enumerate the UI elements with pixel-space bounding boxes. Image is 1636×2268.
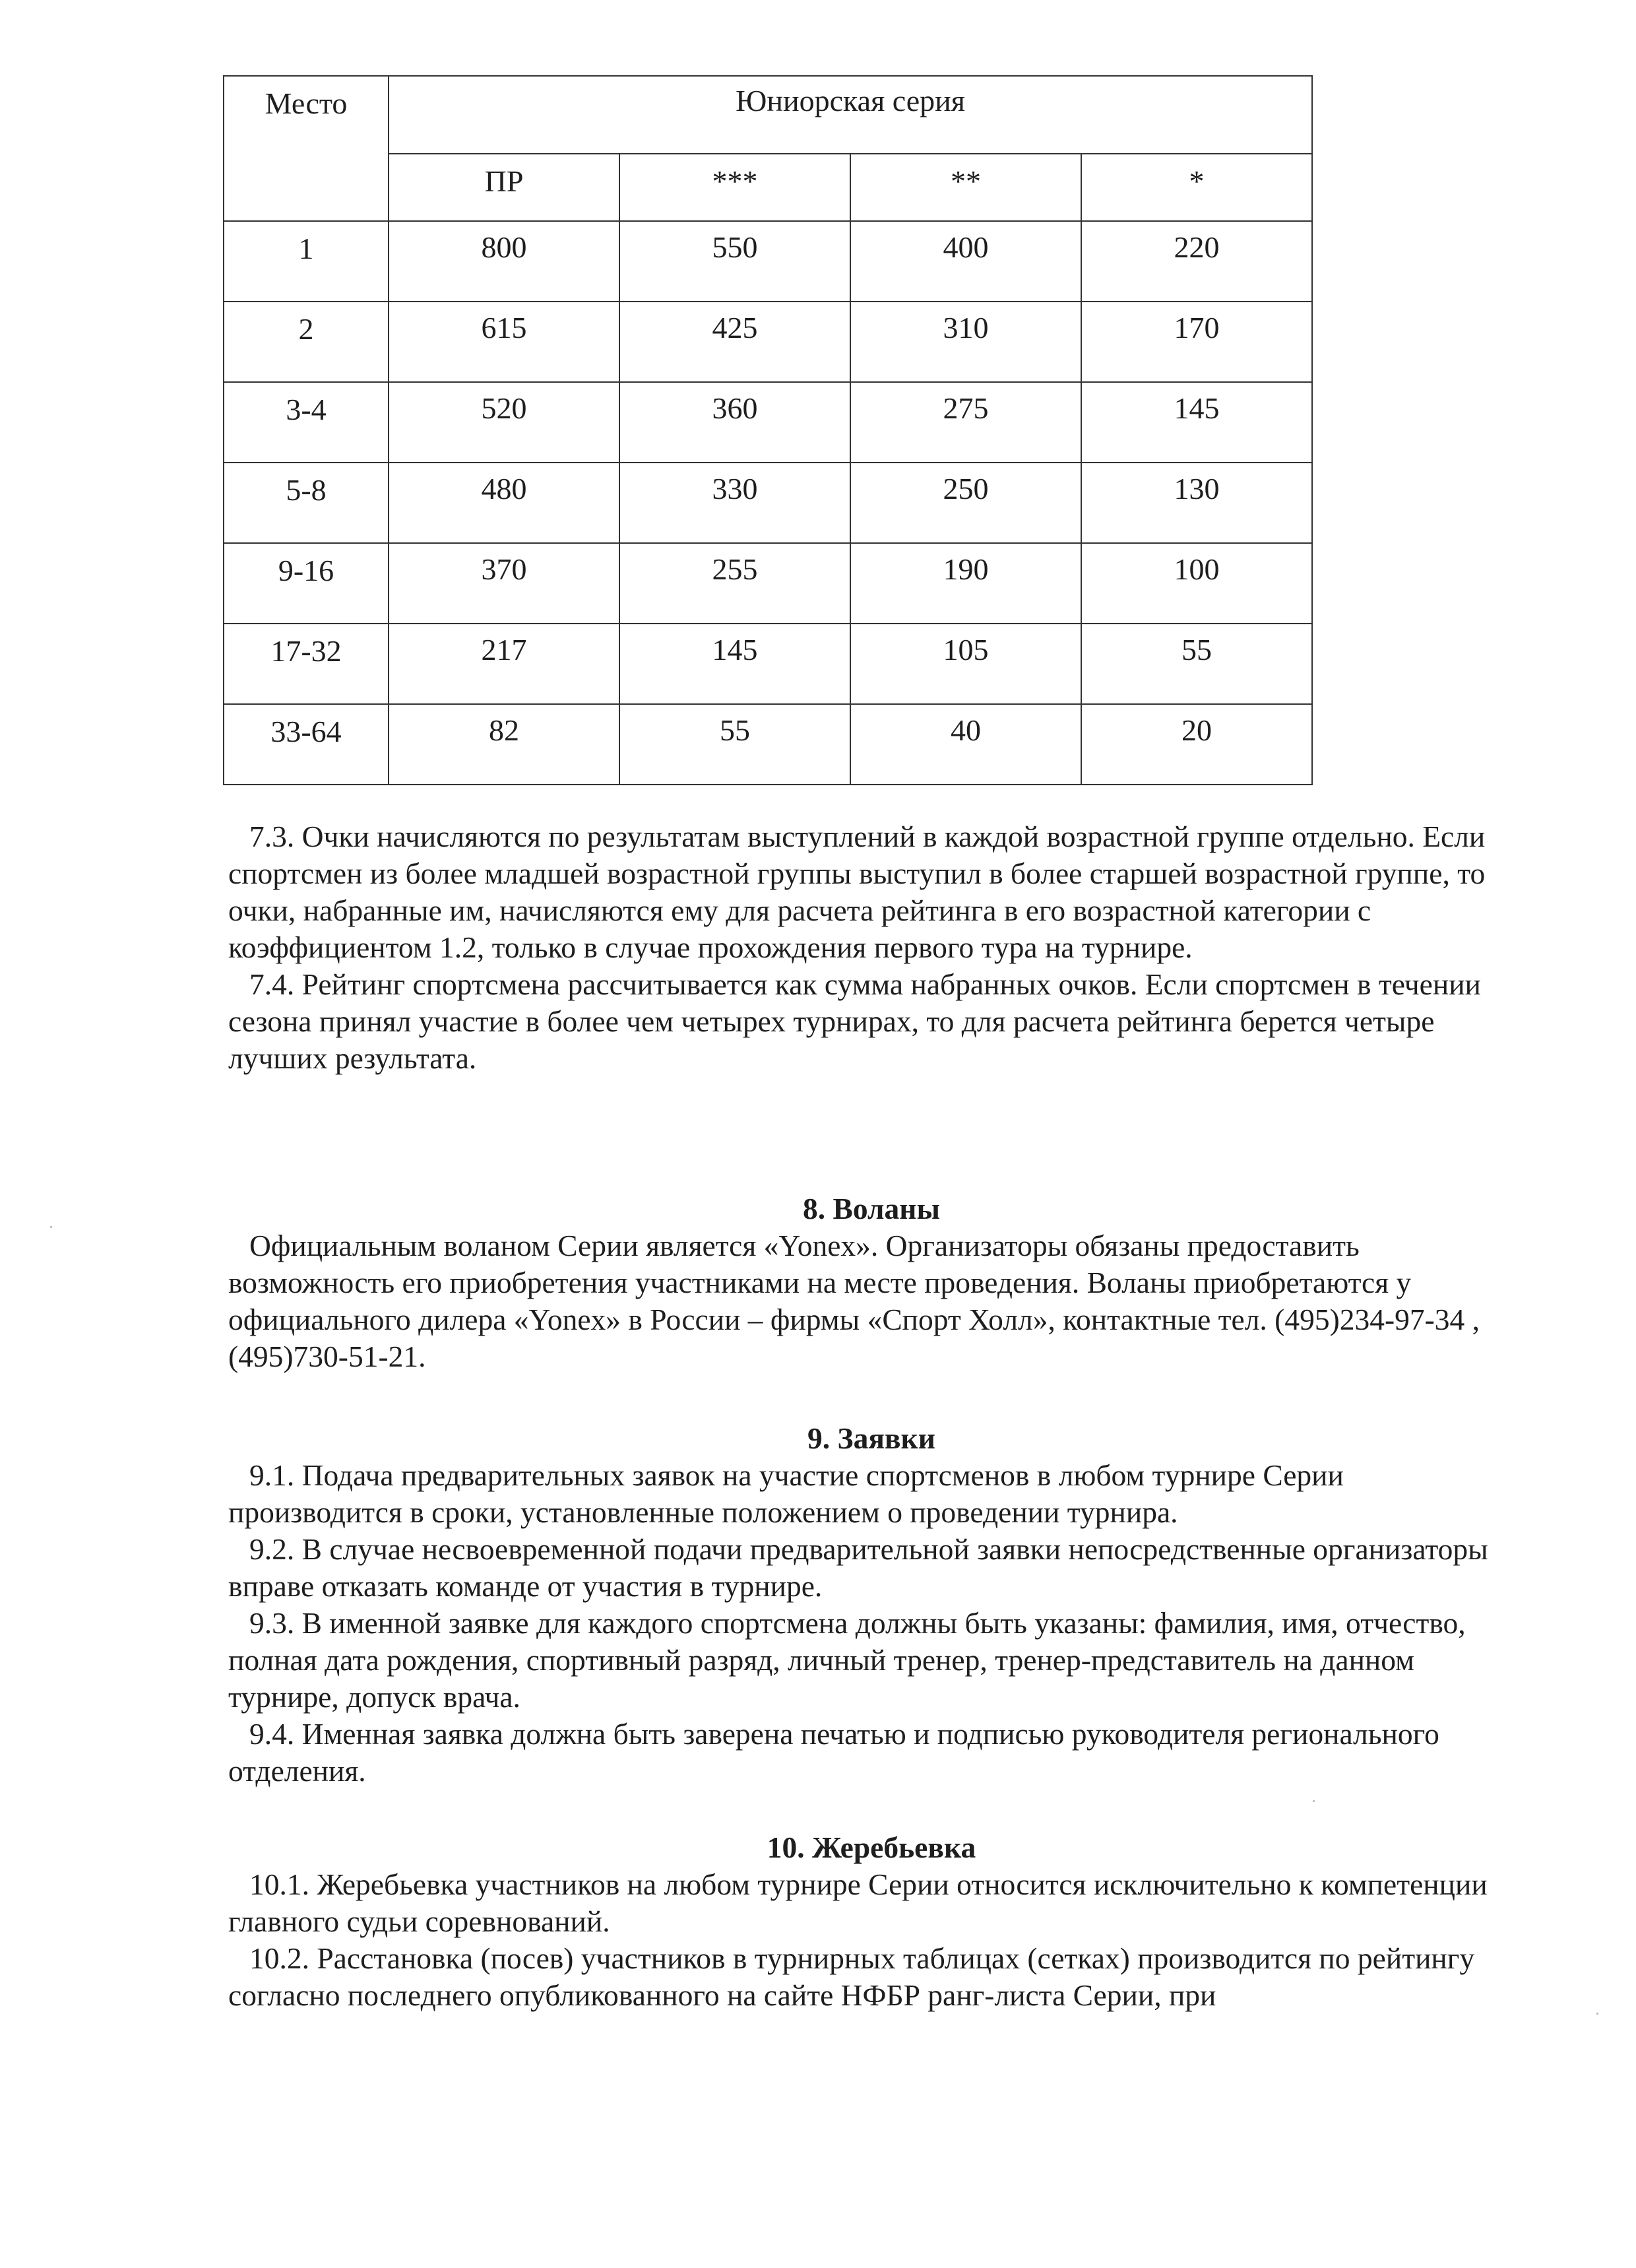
heading-section-9: 9. Заявки xyxy=(807,1421,935,1455)
scan-speck xyxy=(1596,2013,1598,2015)
place-cell: 2 xyxy=(224,302,389,382)
points-table xyxy=(223,75,1313,785)
section-10-text xyxy=(228,1866,1515,2014)
paragraph-10-2: 10.2. Расстановка (посев) участников в турнирных таблицах (сетках) производится по рейтингу согласно последнего опубликованного на сайте НФБР ранг-листа Серии, при xyxy=(228,1941,1475,2012)
value-cell: 105 xyxy=(850,624,1081,704)
place-cell: 33-64 xyxy=(224,704,389,785)
value-cell: 40 xyxy=(850,704,1081,785)
paragraph-8: Официальным воланом Серии является «Yonex». Организаторы обязаны предоставить возможность его приобретения участниками на месте проведения. Воланы приобретаются у официального дилера «Yonex» в России – фирмы «Спорт Холл», контактные тел. (495)234-97-34 , (495)730-51-21. xyxy=(228,1229,1480,1373)
value-cell: 130 xyxy=(1081,463,1312,543)
value-cell: 360 xyxy=(619,382,850,463)
value-cell: 20 xyxy=(1081,704,1312,785)
value-cell: 550 xyxy=(619,221,850,302)
value-cell: 615 xyxy=(389,302,619,382)
value-cell: 425 xyxy=(619,302,850,382)
place-cell: 9-16 xyxy=(224,543,389,624)
value-cell: 370 xyxy=(389,543,619,624)
value-cell: 275 xyxy=(850,382,1081,463)
paragraph-9-3: 9.3. В именной заявке для каждого спортсмена должны быть указаны: фамилия, имя, отчество, полная дата рождения, спортивный разряд, личный тренер, тренер-представитель на данном турнире, допуск врача. xyxy=(228,1606,1466,1714)
table-row xyxy=(224,463,1312,543)
value-cell: 217 xyxy=(389,624,619,704)
section-8-text xyxy=(228,1227,1515,1375)
section-9-text xyxy=(228,1457,1515,1790)
scan-speck xyxy=(50,1226,52,1228)
table-row xyxy=(224,382,1312,463)
place-cell: 5-8 xyxy=(224,463,389,543)
section-7-text xyxy=(228,818,1515,1077)
subheader-1star: * xyxy=(1081,154,1312,221)
value-cell: 310 xyxy=(850,302,1081,382)
value-cell: 800 xyxy=(389,221,619,302)
value-cell: 100 xyxy=(1081,543,1312,624)
table-row xyxy=(224,704,1312,785)
subheader-3star: *** xyxy=(619,154,850,221)
value-cell: 255 xyxy=(619,543,850,624)
place-header: Место xyxy=(224,76,389,221)
value-cell: 190 xyxy=(850,543,1081,624)
value-cell: 170 xyxy=(1081,302,1312,382)
place-cell: 3-4 xyxy=(224,382,389,463)
table-row xyxy=(224,302,1312,382)
paragraph-10-1: 10.1. Жеребьевка участников на любом турнире Серии относится исключительно к компетенции главного судьи соревнований. xyxy=(228,1867,1488,1938)
subheader-pr: ПР xyxy=(389,154,619,221)
scan-speck xyxy=(1313,1800,1315,1802)
value-cell: 480 xyxy=(389,463,619,543)
paragraph-7-3: 7.3. Очки начисляются по результатам выступлений в каждой возрастной группе отдельно. Если спортсмен из более младшей возрастной группы выступил в более старшей возрастной группе, то очки, набранные им, начисляются ему для расчета рейтинга в его возрастной категории с коэффициентом 1.2, только в случае прохождения первого тура на турнире. xyxy=(228,820,1486,964)
place-cell: 17-32 xyxy=(224,624,389,704)
subheader-2star: ** xyxy=(850,154,1081,221)
paragraph-9-1: 9.1. Подача предварительных заявок на участие спортсменов в любом турнире Серии производится в сроки, установленные положением о проведении турнира. xyxy=(228,1458,1344,1529)
value-cell: 220 xyxy=(1081,221,1312,302)
value-cell: 145 xyxy=(1081,382,1312,463)
value-cell: 55 xyxy=(619,704,850,785)
table-header-row xyxy=(224,76,1312,154)
paragraph-9-2: 9.2. В случае несвоевременной подачи предварительной заявки непосредственные организаторы вправе отказать команде от участия в турнире. xyxy=(228,1532,1488,1603)
table-row xyxy=(224,221,1312,302)
paragraph-9-4: 9.4. Именная заявка должна быть заверена печатью и подписью руководителя регионального отделения. xyxy=(228,1717,1439,1788)
value-cell: 82 xyxy=(389,704,619,785)
value-cell: 145 xyxy=(619,624,850,704)
heading-section-10: 10. Жеребьевка xyxy=(767,1831,976,1864)
value-cell: 55 xyxy=(1081,624,1312,704)
table-row xyxy=(224,624,1312,704)
value-cell: 520 xyxy=(389,382,619,463)
paragraph-7-4: 7.4. Рейтинг спортсмена рассчитывается как сумма набранных очков. Если спортсмен в течении сезона принял участие в более чем четырех турнирах, то для расчета рейтинга берется четыре лучших результата. xyxy=(228,967,1481,1075)
place-cell: 1 xyxy=(224,221,389,302)
series-header: Юниорская серия xyxy=(389,76,1312,154)
value-cell: 250 xyxy=(850,463,1081,543)
value-cell: 330 xyxy=(619,463,850,543)
value-cell: 400 xyxy=(850,221,1081,302)
heading-section-8: 8. Воланы xyxy=(802,1192,941,1225)
table-row xyxy=(224,543,1312,624)
